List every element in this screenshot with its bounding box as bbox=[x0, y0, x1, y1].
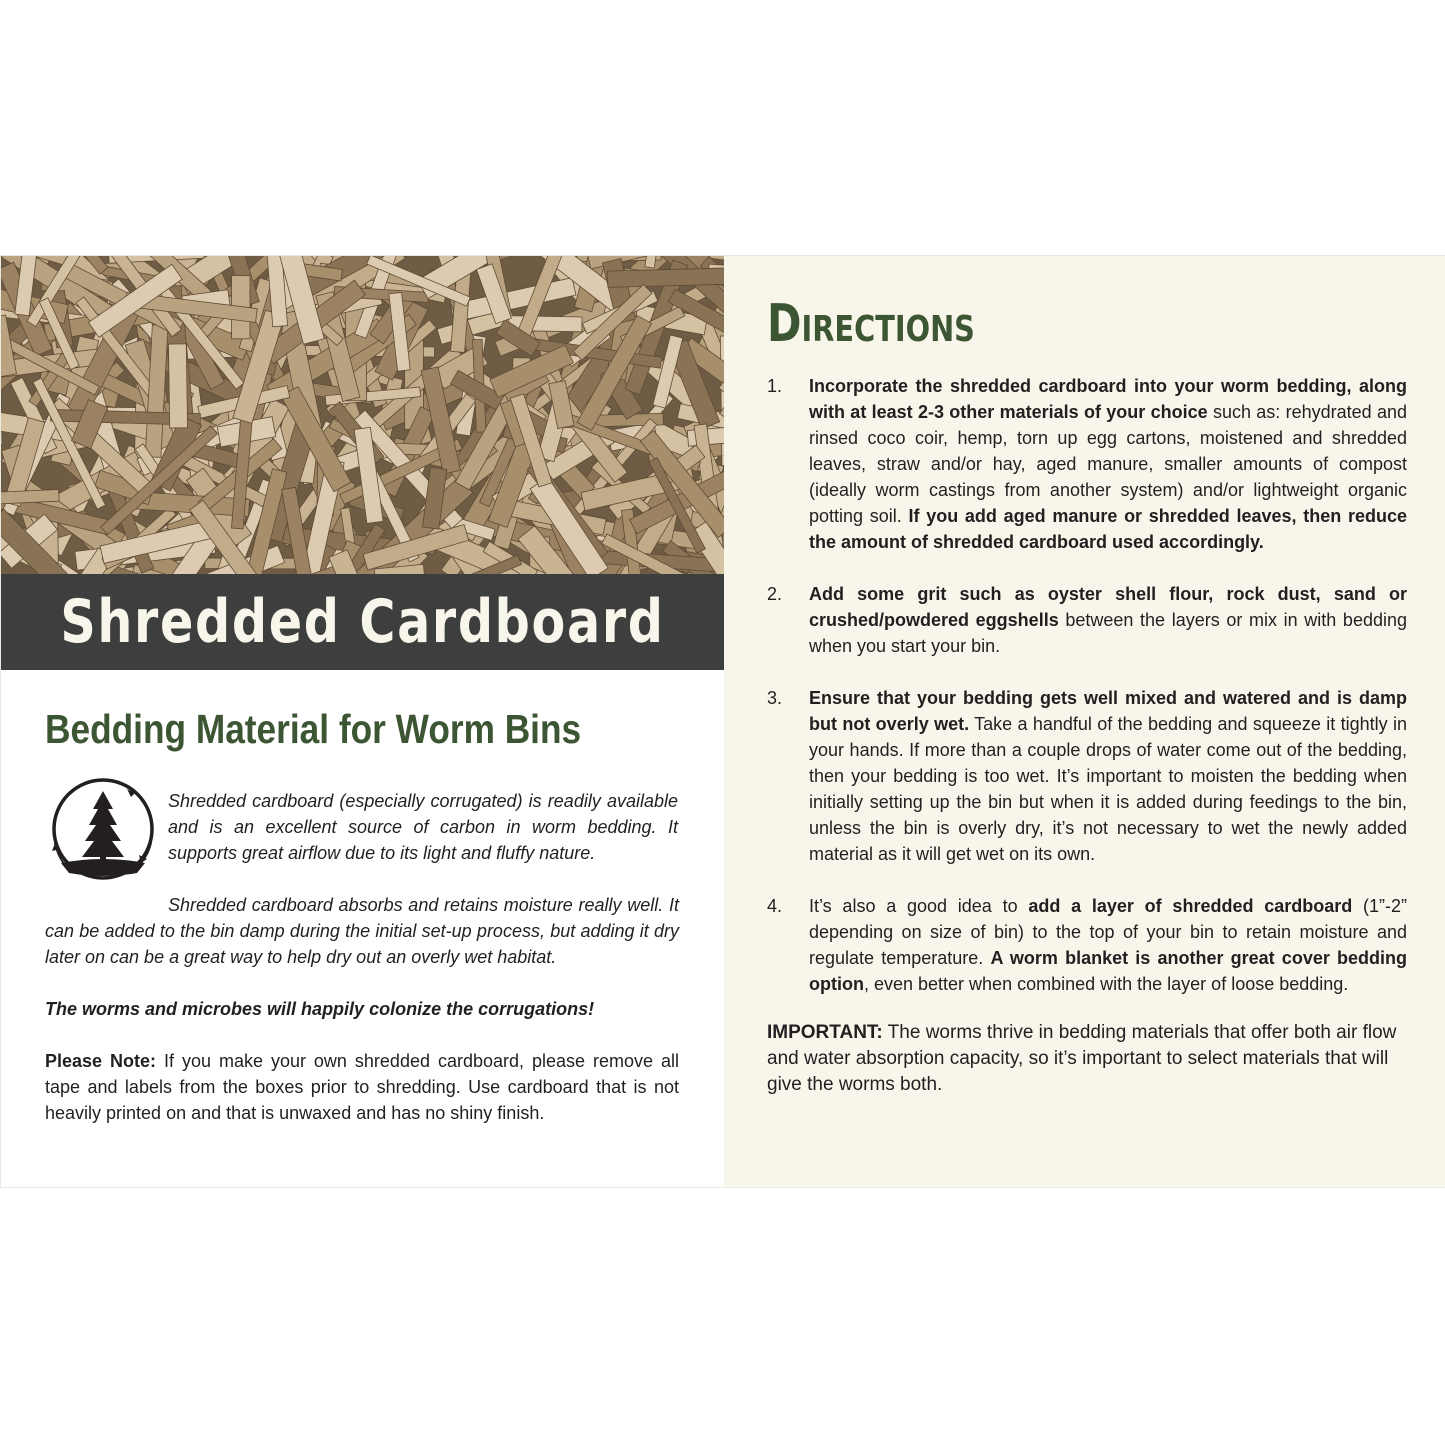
step-number: 2. bbox=[767, 584, 783, 604]
directions-panel bbox=[724, 256, 1445, 1187]
step-bold: Ensure that your bedding gets well mixed and watered and is damp but not overly wet. bbox=[809, 688, 1407, 734]
step-text bbox=[809, 893, 1407, 997]
step-bold: A worm blanket is another great cover bedding option bbox=[809, 948, 1407, 994]
list-item bbox=[767, 373, 1407, 555]
step-text bbox=[809, 581, 1407, 659]
info-card bbox=[0, 255, 1445, 1188]
step-bold: If you add aged manure or shredded leaves, then reduce the amount of shredded cardboard used accordingly. bbox=[809, 506, 1407, 552]
list-item bbox=[767, 685, 1407, 867]
directions-title: Directions bbox=[767, 294, 975, 354]
list-item bbox=[767, 893, 1407, 997]
important-label: IMPORTANT: bbox=[767, 1022, 883, 1043]
step-bold: Incorporate the shredded cardboard into your worm bedding, along with at least 2-3 other materials of your choice bbox=[809, 376, 1407, 422]
title-bar bbox=[1, 574, 724, 670]
cardboard-strip bbox=[168, 344, 187, 428]
subtitle: Bedding Material for Worm Bins bbox=[45, 706, 582, 752]
step-plain: It’s also a good idea to bbox=[809, 896, 1029, 916]
note-text: If you make your own shredded cardboard, please remove all tape and labels from the boxes prior to shredding. Use cardboard that is not heavily printed on and that is unwaxed and has no shiny finish. bbox=[45, 1051, 679, 1123]
step-number: 1. bbox=[767, 376, 783, 396]
step-number: 4. bbox=[767, 896, 783, 916]
important-paragraph bbox=[767, 1020, 1407, 1098]
step-plain: , even better when combined with the layer of loose bedding. bbox=[863, 974, 1349, 994]
step-plain: between the layers or mix in with bedding when you start your bin. bbox=[809, 610, 1407, 656]
please-note-paragraph bbox=[45, 1048, 679, 1126]
note-label: Please Note: bbox=[45, 1051, 157, 1071]
moisture-text: Shredded cardboard absorbs and retains moisture really well. It can be added to the bin damp during the initial set-up process, but adding it dry later on can be a great way to help dry out an overly wet habitat. bbox=[45, 895, 679, 967]
step-number: 3. bbox=[767, 688, 783, 708]
product-title: Shredded Cardboard bbox=[60, 587, 665, 657]
important-text: The worms thrive in bedding materials that offer both air flow and water absorption capacity, so it’s important to select materials that will give the worms both. bbox=[767, 1022, 1397, 1095]
step-text bbox=[809, 373, 1407, 555]
list-item bbox=[767, 581, 1407, 659]
intro-paragraph: Shredded cardboard (especially corrugated) is readily available and is an excellent source of carbon in worm bedding. It supports great airflow due to its light and fluffy nature. bbox=[168, 791, 678, 863]
highlight-text: The worms and microbes will happily colonize the corrugations! bbox=[45, 999, 595, 1019]
pine-tree-cycle-icon bbox=[47, 773, 159, 885]
cardboard-strip bbox=[608, 267, 724, 287]
step-plain: Take a handful of the bedding and squeeze it tightly in your hands. If more than a couple drops of water come out of the bedding, then your bedding is too wet. It’s important to moisten the bedding when initially setting up the bin but when it is added during feedings to the bin, unless the bin is overly dry, it’s not necessary to wet the newly added material as it will get wet on its own. bbox=[809, 714, 1407, 864]
step-bold: Add some grit such as oyster shell flour, rock dust, sand or crushed/powdered eggshells bbox=[809, 584, 1407, 630]
step-text bbox=[809, 685, 1407, 867]
moisture-paragraph bbox=[45, 892, 679, 970]
step-plain: such as: rehydrated and rinsed coco coir, hemp, torn up egg cartons, moistened and shredded leaves, straw and/or hay, aged manure, smaller amounts of compost (ideally worm castings from another system) and/or lightweight organic potting soil. bbox=[809, 402, 1407, 526]
shredded-cardboard-photo bbox=[1, 256, 724, 574]
step-plain: (1”-2” depending on size of bin) to the top of your bin to retain moisture and regulate temperature. bbox=[809, 896, 1407, 968]
directions-list bbox=[767, 373, 1407, 1023]
step-bold: add a layer of shredded cardboard bbox=[1028, 896, 1353, 916]
left-panel bbox=[1, 256, 724, 1187]
